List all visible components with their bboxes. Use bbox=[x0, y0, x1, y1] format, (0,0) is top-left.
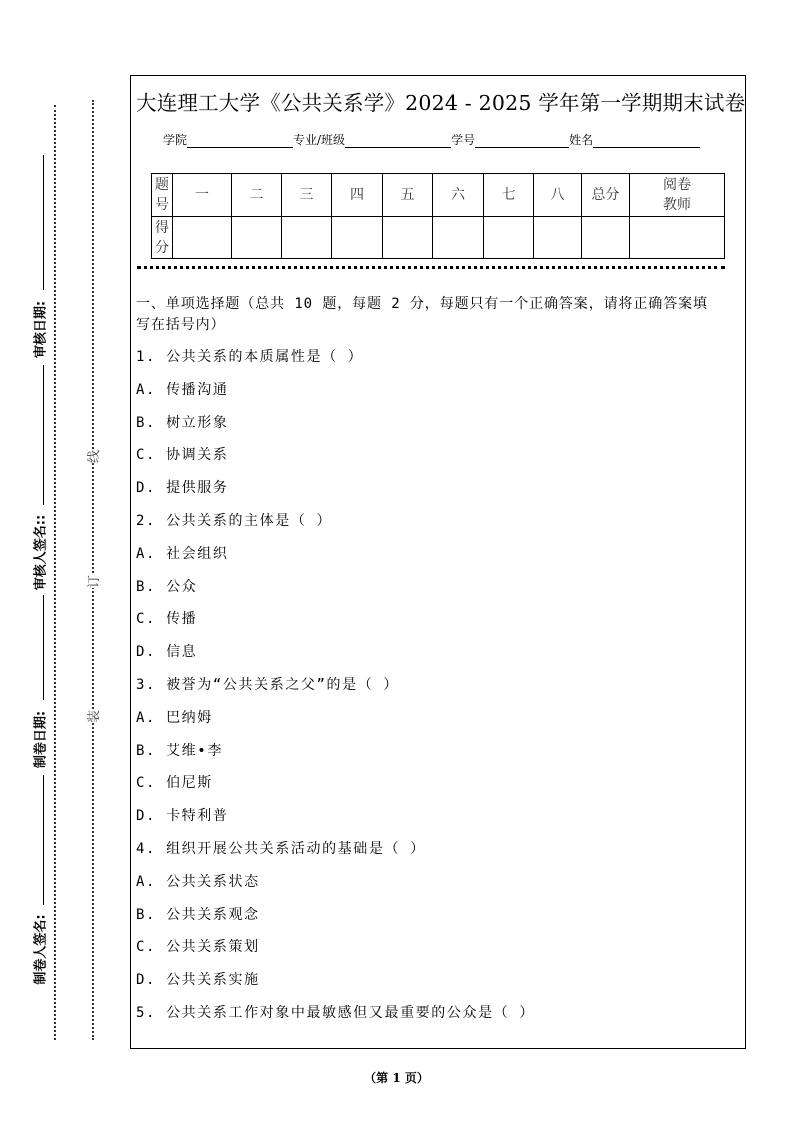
table-header: 阅卷教师 bbox=[630, 174, 725, 217]
score-cell[interactable] bbox=[282, 217, 332, 259]
answer-option: D. 信息 bbox=[136, 644, 198, 661]
question: 2. 公共关系的主体是（ ） bbox=[136, 513, 333, 529]
table-header-row bbox=[152, 174, 725, 217]
college-field[interactable] bbox=[187, 134, 293, 148]
name-field[interactable] bbox=[593, 134, 700, 148]
table-header: 七 bbox=[484, 174, 534, 217]
answer-option: B. 公众 bbox=[136, 578, 198, 595]
signature-line bbox=[43, 595, 44, 700]
score-cell[interactable] bbox=[484, 217, 534, 259]
score-cell[interactable] bbox=[630, 217, 725, 259]
section-heading: 一、单项选择题（总共 10 题，每题 2 分，每题只有一个正确答案，请将正确答案填 bbox=[136, 296, 708, 312]
review-date-label: 审核日期: bbox=[33, 300, 49, 359]
signature-line bbox=[43, 155, 44, 290]
compile-date-label: 制卷日期: bbox=[33, 710, 49, 769]
question: 3. 被誉为“公共关系之父”的是（ ） bbox=[136, 677, 399, 693]
table-header: 三 bbox=[282, 174, 332, 217]
separator bbox=[137, 266, 725, 269]
question: 1. 公共关系的本质属性是（ ） bbox=[136, 349, 364, 365]
name-label: 姓名 bbox=[569, 133, 594, 147]
score-cell[interactable] bbox=[383, 217, 433, 259]
answer-option: B. 艾维•李 bbox=[136, 742, 223, 759]
answer-option: C. 传播 bbox=[136, 611, 198, 628]
binding-char: 装 bbox=[83, 710, 102, 723]
binding-char: 线 bbox=[83, 450, 102, 463]
answer-option: B. 公共关系观念 bbox=[136, 906, 260, 923]
answer-option: A. 传播沟通 bbox=[136, 381, 229, 398]
id-field[interactable] bbox=[475, 134, 569, 148]
table-header: 八 bbox=[534, 174, 582, 217]
signature-line bbox=[43, 365, 44, 505]
question: 5. 公共关系工作对象中最敏感但又最重要的公众是（ ） bbox=[136, 1005, 535, 1021]
id-label: 学号 bbox=[451, 133, 476, 147]
score-cell[interactable] bbox=[534, 217, 582, 259]
page-footer: （第 1 页） bbox=[364, 1071, 429, 1085]
score-table bbox=[151, 173, 725, 259]
compiler-signature-label: 制卷人签名: bbox=[33, 914, 49, 985]
table-header: 六 bbox=[433, 174, 484, 217]
answer-option: C. 协调关系 bbox=[136, 447, 229, 464]
table-header: 四 bbox=[332, 174, 383, 217]
section-heading: 写在括号内） bbox=[136, 317, 226, 333]
dotted-line bbox=[54, 105, 56, 1040]
answer-option: A. 社会组织 bbox=[136, 545, 229, 562]
score-row bbox=[152, 217, 725, 259]
major-label: 专业/班级 bbox=[293, 133, 346, 147]
score-cell[interactable] bbox=[232, 217, 282, 259]
table-header: 题号 bbox=[152, 174, 173, 217]
score-cell[interactable] bbox=[173, 217, 232, 259]
college-label: 学院 bbox=[163, 133, 188, 147]
answer-option: B. 树立形象 bbox=[136, 414, 229, 431]
row-label: 得分 bbox=[152, 217, 173, 259]
answer-option: C. 伯尼斯 bbox=[136, 775, 213, 792]
answer-option: C. 公共关系策划 bbox=[136, 939, 260, 956]
answer-option: D. 提供服务 bbox=[136, 480, 229, 497]
major-field[interactable] bbox=[345, 134, 451, 148]
score-cell[interactable] bbox=[582, 217, 630, 259]
table-header: 一 bbox=[173, 174, 232, 217]
student-info bbox=[163, 131, 700, 148]
binding-line bbox=[92, 100, 94, 1040]
answer-option: A. 巴纳姆 bbox=[136, 709, 213, 726]
signature-line bbox=[43, 775, 44, 905]
score-cell[interactable] bbox=[332, 217, 383, 259]
table-header: 五 bbox=[383, 174, 433, 217]
answer-option: D. 公共关系实施 bbox=[136, 972, 260, 989]
question: 4. 组织开展公共关系活动的基础是（ ） bbox=[136, 841, 426, 857]
answer-option: A. 公共关系状态 bbox=[136, 873, 260, 890]
binding-char: 订 bbox=[83, 575, 102, 588]
table-header: 二 bbox=[232, 174, 282, 217]
table-header: 总分 bbox=[582, 174, 630, 217]
score-cell[interactable] bbox=[433, 217, 484, 259]
page-title: 大连理工大学《公共关系学》2024 - 2025 学年第一学期期末试卷 bbox=[136, 91, 746, 115]
answer-option: D. 卡特利普 bbox=[136, 808, 229, 825]
reviewer-signature-label: 审核人签名:: bbox=[33, 514, 49, 591]
